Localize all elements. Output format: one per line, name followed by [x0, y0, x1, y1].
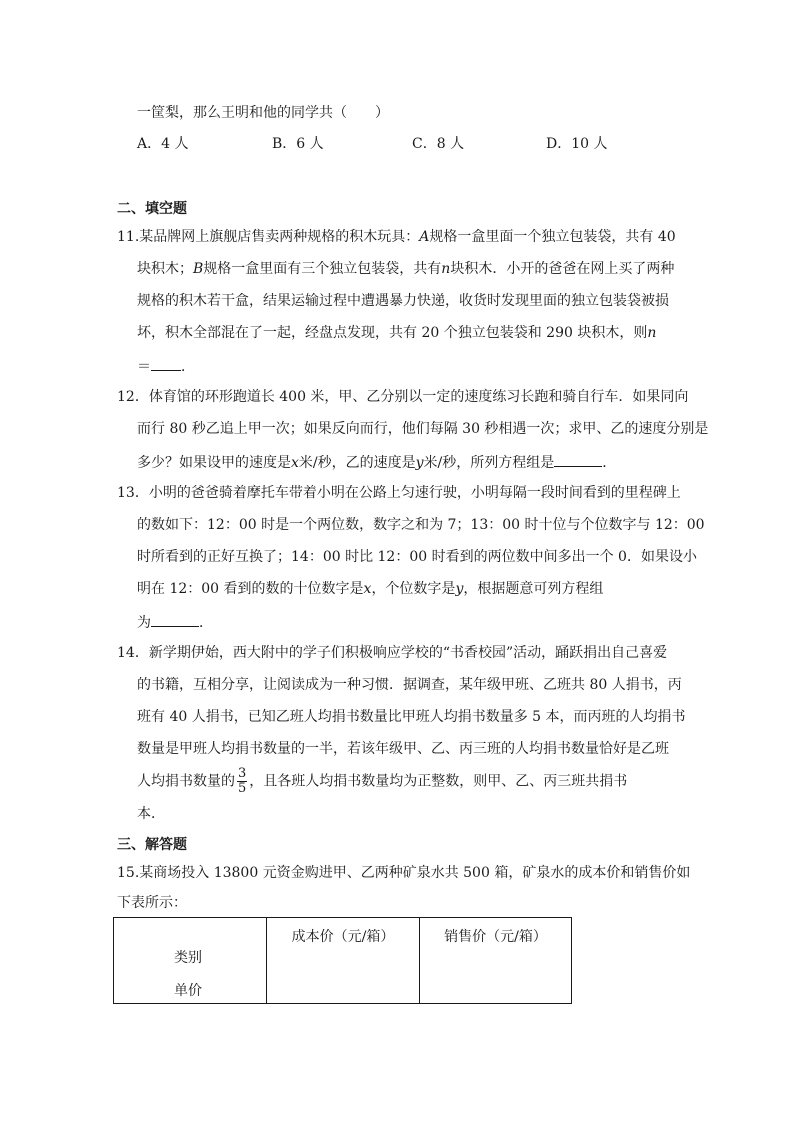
q13-text: ，根据题意可列方程组	[463, 581, 604, 597]
q14-line-1: 14．新学期伊始，西大附中的学子们积极响应学校的“书香校园”活动，踊跃捐出自己喜爱	[117, 645, 668, 661]
q11-text: ＝	[137, 359, 151, 375]
variable-x: x	[291, 455, 299, 471]
q13-answer-blank[interactable]	[151, 611, 199, 627]
q13-text: ．	[199, 615, 213, 631]
q11-text: ．	[181, 359, 195, 375]
q12-answer-blank[interactable]	[554, 451, 602, 467]
table-header-cost: 成本价（元/箱）	[267, 918, 420, 1004]
table-corner-cell	[114, 918, 267, 1004]
q11-answer-blank[interactable]	[151, 355, 181, 371]
q15-line-2: 下表所示：	[117, 895, 187, 911]
q11-line-4	[137, 323, 656, 343]
q14-line-6	[137, 803, 165, 824]
q11-text: 块积木；	[137, 261, 193, 277]
fraction-three-fifths	[237, 767, 247, 796]
fraction-denominator: 5	[238, 781, 247, 796]
q11-text: 11.某品牌网上旗舰店售卖两种规格的积木玩具：	[117, 229, 420, 245]
variable-y: y	[455, 581, 464, 597]
q12-line-1: 12．体育馆的环形跑道长 400 米，甲、乙分别以一定的速度练习长跑和骑自行车．如果同向	[117, 389, 689, 405]
q11-text: 块积木．小开的爸爸在网上买了两种	[450, 261, 675, 277]
fraction-numerator: 3	[238, 766, 247, 781]
q10-option-c[interactable]: C．8 人	[412, 136, 465, 152]
section-2-heading: 二、填空题	[117, 201, 187, 217]
q12-text: 米/秒，所列方程组是	[423, 455, 555, 471]
q10-stem-tail: 一筐梨，那么王明和他的同学共（ ）	[137, 105, 389, 121]
variable-n: n	[647, 325, 657, 341]
q10-option-b[interactable]: B．6 人	[272, 136, 324, 152]
table-header-sale: 销售价（元/箱）	[420, 918, 572, 1004]
q15-line-1: 15.某商场投入 13800 元资金购进甲、乙两种矿泉水共 500 箱，矿泉水的成本价和销售价如	[117, 865, 691, 881]
table-row	[114, 918, 572, 1004]
q11-line-3: 规格的积木若干盒，结果运输过程中遭遇暴力快递，收货时发现里面的独立包装袋被损	[137, 293, 669, 309]
q11-text: 规格一盒里面一个独立包装袋，共有 40	[429, 229, 676, 245]
q11-text: 规格一盒里面有三个独立包装袋，共有	[203, 261, 442, 277]
q13-text: 明在 12：00 看到的数的十位数字是	[137, 581, 364, 597]
q10-option-a[interactable]: A．4 人	[137, 136, 189, 152]
q11-text: 坏，积木全部混在了一起，经盘点发现，共有 20 个独立包装袋和 290 块积木，则	[137, 325, 648, 341]
q12-text: 多少？如果设甲的速度是	[137, 455, 291, 471]
q12-line-3	[137, 451, 616, 473]
q14-text: 人均捐书数量的	[137, 773, 235, 790]
q11-line-5	[137, 355, 195, 377]
q11-line-2	[137, 259, 674, 279]
q10-option-d[interactable]: D．10 人	[546, 136, 608, 152]
variable-y: y	[415, 455, 424, 471]
price-table	[113, 917, 572, 1004]
q12-text: 米/秒，乙的速度是	[298, 455, 416, 471]
q13-line-5	[137, 611, 213, 633]
variable-b: B	[193, 261, 204, 277]
variable-n: n	[441, 261, 451, 277]
q14-text: ，且各班人均捐书数量均为正整数，则甲、乙、丙三班共捐书	[249, 773, 628, 790]
q14-line-3: 班有 40 人捐书，已知乙班人均捐书数量比甲班人均捐书数量多 5 本，而丙班的人均捐书	[137, 709, 686, 725]
q13-line-2: 的数如下：12：00 时是一个两位数，数字之和为 7；13：00 时十位与个位数字与 12：00	[137, 517, 705, 533]
q12-text: ．	[602, 455, 617, 471]
q13-text: ，个位数字是	[371, 581, 456, 597]
section-3-heading: 三、解答题	[117, 837, 187, 853]
q12-line-2: 而行 80 秒乙追上甲一次；如果反向而行，他们每隔 30 秒相遇一次；求甲、乙的速度分别是	[137, 421, 709, 437]
q11-line-1	[117, 227, 676, 247]
q14-text: 本．	[137, 806, 165, 822]
q13-line-4	[137, 579, 603, 599]
variable-a: A	[419, 229, 430, 245]
q14-line-2: 的书籍，互相分享，让阅读成为一种习惯．据调查，某年级甲班、乙班共 80 人捐书，丙	[137, 677, 682, 693]
q13-text: 为	[137, 615, 151, 631]
q13-line-3: 时所看到的正好互换了；14：00 时比 12：00 时看到的两位数中间多出一个 0．如果设小	[137, 549, 697, 565]
table-corner-unit-price: 单价	[174, 983, 202, 999]
q13-line-1: 13．小明的爸爸骑着摩托车带着小明在公路上匀速行驶，小明每隔一段时间看到的里程碑上	[117, 485, 681, 501]
table-corner-category: 类别	[174, 950, 202, 966]
variable-x: x	[363, 581, 372, 597]
q14-line-4: 数量是甲班人均捐书数量的一半，若该年级甲、乙、丙三班的人均捐书数量恰好是乙班	[137, 741, 669, 757]
q14-line-5	[137, 767, 627, 796]
